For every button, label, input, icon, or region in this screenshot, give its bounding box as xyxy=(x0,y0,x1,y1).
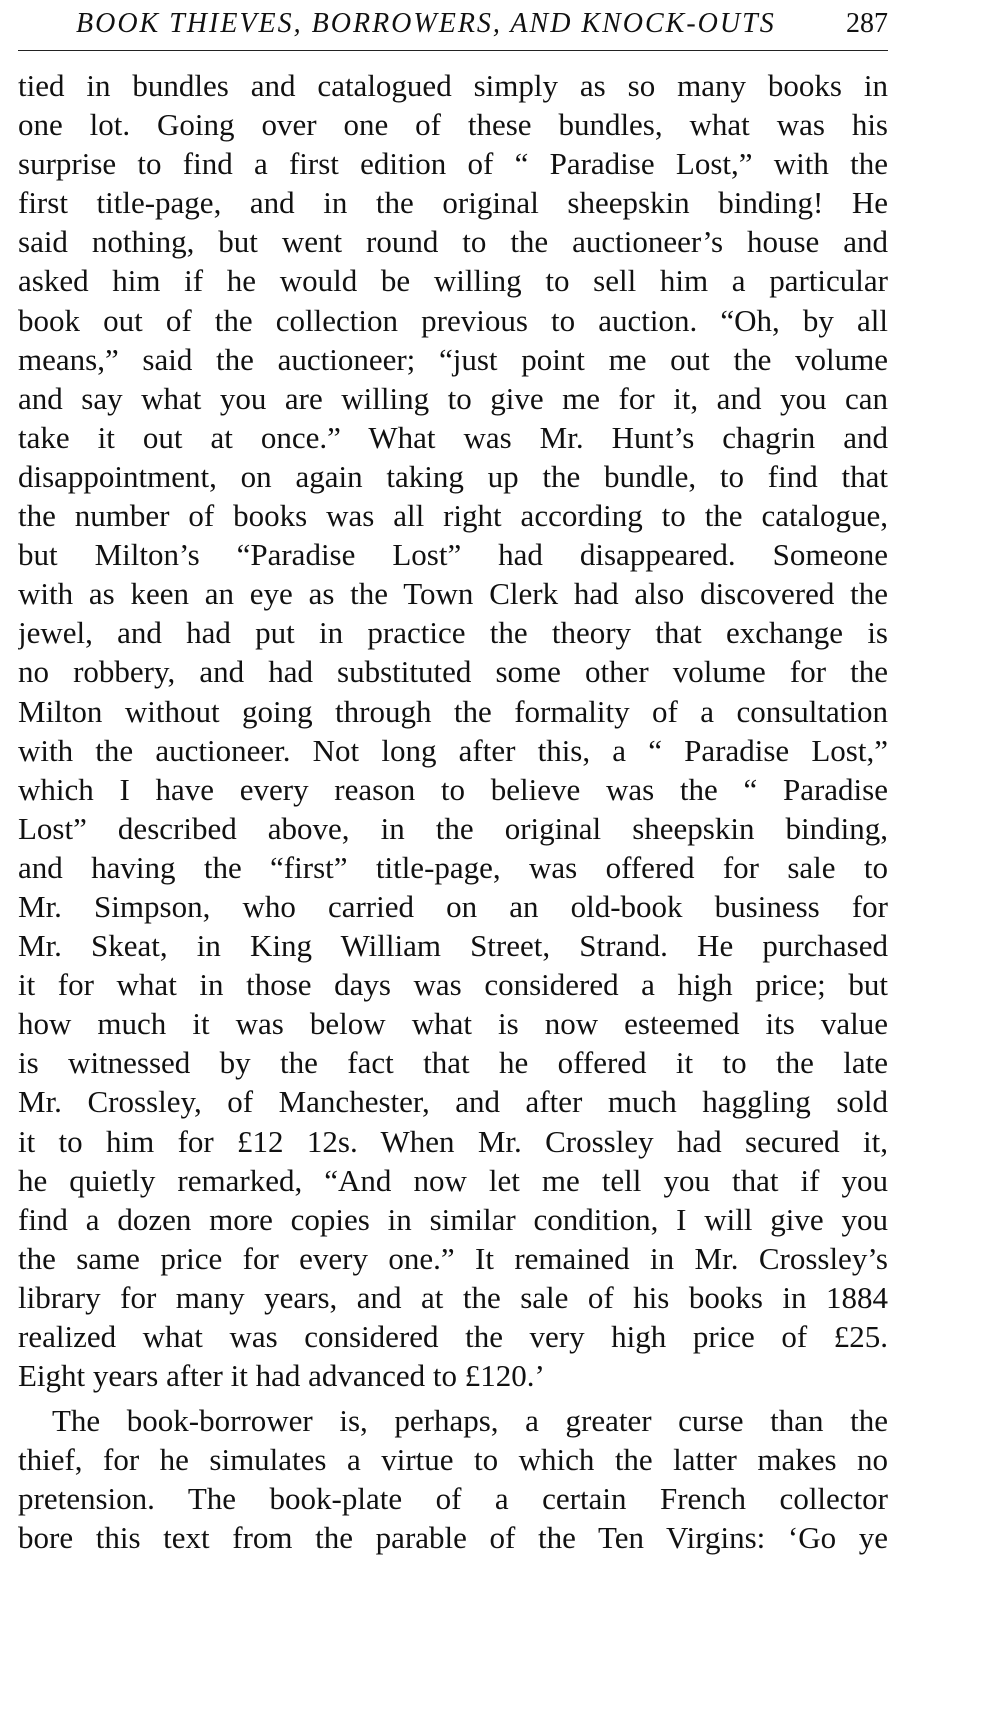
running-head-title: BOOK THIEVES, BORROWERS, AND KNOCK-OUTS xyxy=(76,8,776,39)
text-line: Mr. Skeat, in King William Street, Strand. He purchased xyxy=(18,928,888,964)
text-line: thief, for he simulates a virtue to which the latter makes no xyxy=(18,1442,888,1478)
text-line: library for many years, and at the sale of his books in 1884 xyxy=(18,1279,888,1315)
text-line: said nothing, but went round to the auctioneer’s house and xyxy=(18,224,888,260)
text-line: and say what you are willing to give me for it, and you can xyxy=(18,380,888,416)
text-line: it to him for £12 12s. When Mr. Crossley had secured it, xyxy=(18,1123,888,1159)
text-line: means,” said the auctioneer; “just point me out the volume xyxy=(18,341,888,377)
text-line: jewel, and had put in practice the theory that exchange is xyxy=(18,615,888,651)
body-text xyxy=(18,66,888,1558)
text-line: disappointment, on again taking up the bundle, to find that xyxy=(18,458,888,494)
text-line: he quietly remarked, “And now let me tell you that if you xyxy=(18,1162,888,1198)
text-line: the number of books was all right according to the catalogue, xyxy=(18,498,888,534)
text-line: Lost” described above, in the original sheepskin binding, xyxy=(18,810,888,846)
text-line: tied in bundles and catalogued simply as so many books in xyxy=(18,68,888,103)
paragraph xyxy=(18,66,888,1395)
text-line: which I have every reason to believe was the “ Paradise xyxy=(18,771,888,807)
text-line: surprise to find a first edition of “ Paradise Lost,” with the xyxy=(18,146,888,182)
text-line: pretension. The book-plate of a certain French collector xyxy=(18,1481,888,1517)
text-line: take it out at once.” What was Mr. Hunt’s chagrin and xyxy=(18,419,888,455)
text-line: The book-borrower is, perhaps, a greater curse than the xyxy=(52,1403,888,1439)
text-line: with the auctioneer. Not long after this, a “ Paradise Lost,” xyxy=(18,732,888,768)
text-line: first title-page, and in the original sheepskin binding! He xyxy=(18,185,888,221)
text-line: and having the “first” title-page, was offered for sale to xyxy=(18,849,888,885)
page-number: 287 xyxy=(846,8,888,39)
text-line: the same price for every one.” It remained in Mr. Crossley’s xyxy=(18,1240,888,1276)
text-line: one lot. Going over one of these bundles, what was his xyxy=(18,107,888,143)
text-line: book out of the collection previous to auction. “Oh, by all xyxy=(18,302,888,338)
paragraph xyxy=(18,1401,888,1557)
text-line: with as keen an eye as the Town Clerk had also discovered the xyxy=(18,576,888,612)
text-line: how much it was below what is now esteemed its value xyxy=(18,1006,888,1042)
text-line: find a dozen more copies in similar condition, I will give you xyxy=(18,1201,888,1237)
text-line: asked him if he would be willing to sell him a particular xyxy=(18,263,888,299)
header-rule xyxy=(18,50,888,51)
running-header xyxy=(18,2,888,48)
text-line: Eight years after it had advanced to £120.’ xyxy=(18,1358,545,1394)
text-line: no robbery, and had substituted some other volume for the xyxy=(18,654,888,690)
text-line: but Milton’s “Paradise Lost” had disappeared. Someone xyxy=(18,537,888,573)
text-line: Mr. Crossley, of Manchester, and after much haggling sold xyxy=(18,1084,888,1120)
text-line: it for what in those days was considered a high price; but xyxy=(18,967,888,1003)
text-line: Milton without going through the formality of a consultation xyxy=(18,693,888,729)
text-line: realized what was considered the very high price of £25. xyxy=(18,1319,888,1354)
text-line: Mr. Simpson, who carried on an old-book business for xyxy=(18,888,888,924)
text-line: bore this text from the parable of the Ten Virgins: ‘Go ye xyxy=(18,1520,888,1556)
text-line: is witnessed by the fact that he offered it to the late xyxy=(18,1045,888,1081)
